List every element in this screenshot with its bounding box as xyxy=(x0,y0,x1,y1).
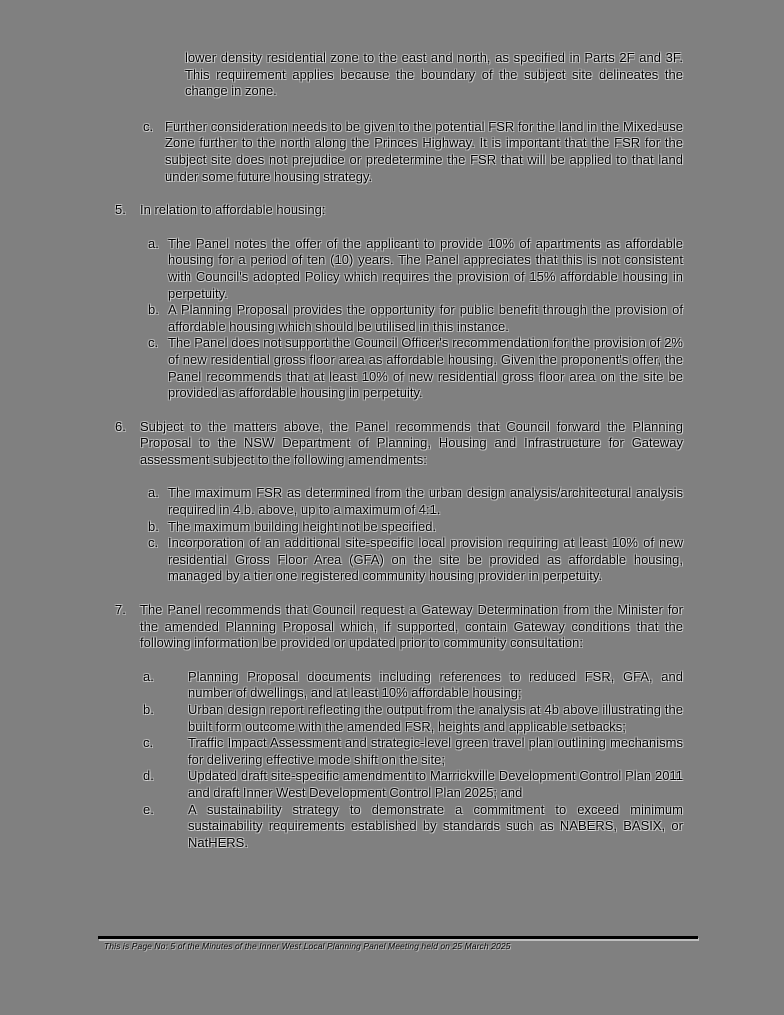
item-marker: b. xyxy=(143,702,154,717)
item-text: Urban design report reflecting the output from the analysis at 4b above illustrating the built form outcome with the amended FSR, heights and applicable setbacks; xyxy=(188,702,683,734)
list-item-5 xyxy=(115,202,683,219)
list-item-6a xyxy=(148,485,683,518)
footer-divider xyxy=(98,936,698,939)
item-marker: c. xyxy=(143,735,154,751)
list-item-7a xyxy=(143,669,683,702)
paragraph-continuation: lower density residential zone to the east and north, as specified in Parts 2F and 3F. This requirement applies because the boundary of the subject site delineates the change in zone. xyxy=(185,50,683,99)
item-text: The Panel does not support the Council Officer's recommendation for the provision of 2% of new residential gross floor area as affordable housing. Given the proponent's offer, the Panel recommends that at least 10% of new residential gross floor area on the site be provided as affordable housing in perpetuity. xyxy=(168,335,683,401)
minutes-body xyxy=(115,50,683,851)
item-text: A sustainability strategy to demonstrate a commitment to exceed minimum sustainability requirements established by standards such as NABERS, BASIX, or NatHERS. xyxy=(188,801,683,850)
item-text: The maximum building height not be specified. xyxy=(168,518,437,534)
list-item-5b xyxy=(148,302,683,335)
list-item-7c xyxy=(143,735,683,768)
item-text: Planning Proposal documents including references to reduced FSR, GFA, and number of dwellings, and at least 10% affordable housing; xyxy=(188,668,683,701)
item-text: The maximum FSR as determined from the urban design analysis/architectural analysis required in 4.b. above, up to a maximum of 4:1. xyxy=(168,485,683,518)
item-text: The Panel recommends that Council request a Gateway Determination from the Minister for the amended Planning Proposal which, if supported, contain Gateway conditions that the following information be provided or updated prior to community consultation: xyxy=(140,602,683,651)
item-marker: c. xyxy=(148,335,159,351)
list-item-5c xyxy=(148,335,683,401)
list-item-7d xyxy=(143,768,683,801)
list-item-6c xyxy=(148,535,683,585)
item-text: In relation to affordable housing: xyxy=(140,202,326,218)
item-text: Further consideration needs to be given to the potential FSR for the land in the Mixed-use Zone further to the north along the Princes Highway. It is important that the FSR for the subject site does not prejudice or predetermine the FSR that will be applied to that land under some future housing strategy. xyxy=(165,118,683,184)
item-text: Subject to the matters above, the Panel recommends that Council forward the Planning Proposal to the NSW Department of Planning, Housing and Infrastructure for Gateway assessment subject to the following amendments: xyxy=(140,418,683,467)
sub-list-5 xyxy=(115,236,683,402)
item-text: Incorporation of an additional site-specific local provision requiring at least 10% of new residential Gross Floor Area (GFA) on the site be provided as affordable housing, managed by a tier one registered community housing provider in perpetuity. xyxy=(168,535,683,584)
item-marker: b. xyxy=(148,302,159,318)
item-marker: a. xyxy=(143,668,154,684)
item-marker: c. xyxy=(143,118,154,134)
list-item-6 xyxy=(115,419,683,469)
item-number: 5. xyxy=(115,202,126,218)
item-text: A Planning Proposal provides the opportunity for public benefit through the provision of affordable housing which should be utilised in this instance. xyxy=(168,302,683,334)
sub-list-7 xyxy=(115,669,683,852)
list-item-7e xyxy=(143,802,683,852)
item-text: The Panel notes the offer of the applicant to provide 10% of apartments as affordable housing for a period of ten (10) years. The Panel appreciates that this is not consistent with Council's adopted Policy which requires the provision of 15% affordable housing in perpetuity. xyxy=(168,235,683,301)
list-item-7b xyxy=(143,702,683,735)
list-item-7 xyxy=(115,602,683,652)
sub-list-6 xyxy=(115,485,683,585)
list-item-5a xyxy=(148,236,683,302)
item-text: Updated draft site-specific amendment to Marrickville Development Control Plan 2011 and draft Inner West Development Control Plan 2025; and xyxy=(188,768,683,800)
item-number: 7. xyxy=(115,602,126,618)
item-marker: e. xyxy=(143,801,154,817)
item-marker: a. xyxy=(148,235,159,251)
footer-page-note: This is Page No: 5 of the Minutes of the Inner West Local Planning Panel Meeting held on 25 March 2025 xyxy=(104,941,511,951)
list-item-4c xyxy=(143,119,683,185)
item-marker: d. xyxy=(143,768,154,784)
item-marker: b. xyxy=(148,518,159,534)
item-text: Traffic Impact Assessment and strategic-level green travel plan outlining mechanisms for delivering effective mode shift on the site; xyxy=(188,735,683,767)
item-marker: c. xyxy=(148,535,159,551)
list-item-6b xyxy=(148,519,683,536)
item-number: 6. xyxy=(115,418,126,434)
item-marker: a. xyxy=(148,485,159,501)
